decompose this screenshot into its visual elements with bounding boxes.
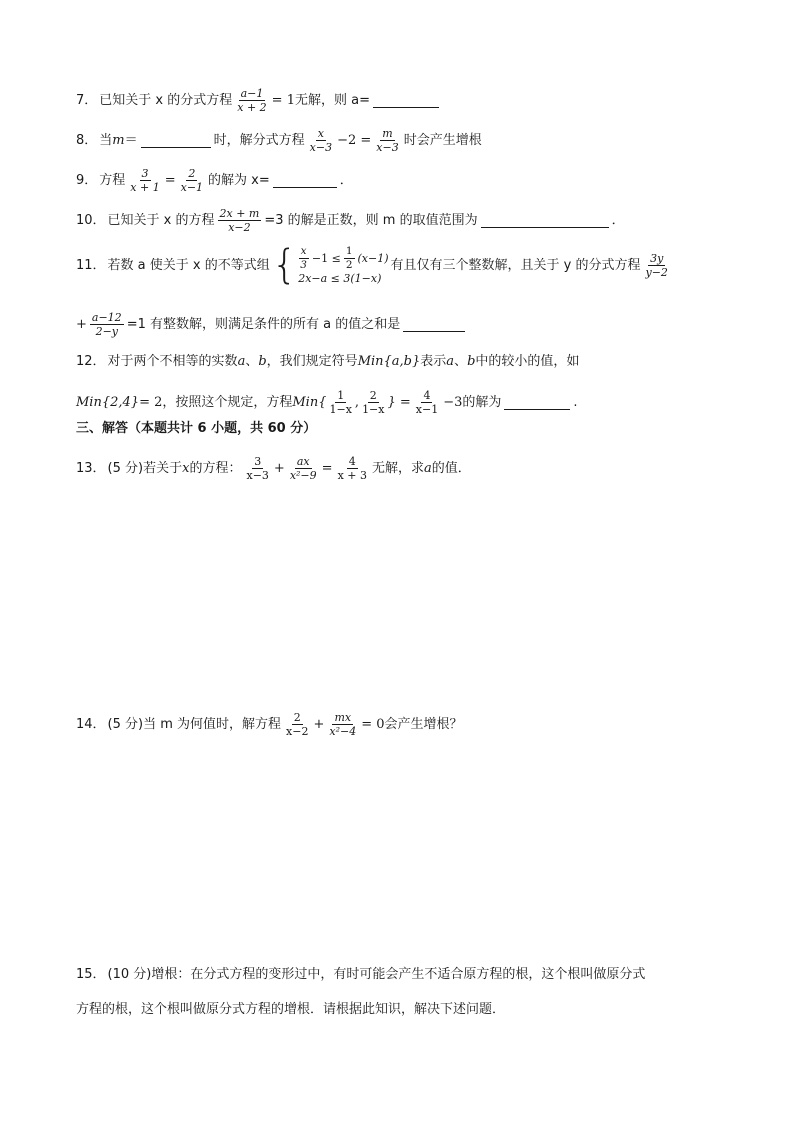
question-11: 11． 若数 a 使关于 x 的不等式组 { $\frac{x}{3}$ −1 ≤ $\frac{1}{2}$ (x−1) 2x−a ≤ 3(1−x) 有且仅有三个整数解，且关于 y 的分式方程 $\frac{3y}{y-2}$ bbox=[76, 242, 668, 288]
answer-blank[interactable] bbox=[481, 214, 609, 228]
inequality-system: { $\frac{x}{3}$ −1 ≤ $\frac{1}{2}$ (x−1) 2x−a ≤ 3(1−x) bbox=[271, 242, 389, 288]
fraction: $\frac{a-12}{2-y}$ bbox=[91, 311, 122, 338]
fraction: $\frac{3}{x + 1}$ bbox=[130, 167, 160, 194]
question-14: 14． (5 分) 当 m 为何值时，解方程 $\frac{2}{x-2}$ + $\frac{mx}{\text{x²−4}}$ = 0 会产生增根？ bbox=[76, 711, 463, 738]
answer-blank[interactable] bbox=[504, 396, 570, 410]
fraction: $\frac{4}{x-1}$ bbox=[415, 389, 439, 416]
fraction: $\frac{a-1}{x + 2}$ bbox=[237, 87, 267, 114]
question-12-continued: Min{2,4} = 2 ，按照这个规定，方程 Min{ $\frac{1}{1-x}$ , $\frac{2}{1-x}$ } = $\frac{4}{x-1}$ −3 的解为 . bbox=[76, 389, 578, 416]
fraction: $\frac{2x + m}{x-2}$ bbox=[219, 207, 260, 234]
fraction: $\frac{x}{x-3}$ bbox=[309, 127, 333, 154]
answer-blank[interactable] bbox=[403, 318, 465, 332]
fraction: $\frac{2}{1-x}$ bbox=[362, 389, 385, 416]
fraction: $\frac{2}{x-2}$ bbox=[286, 711, 309, 738]
question-15-continued: 方程的根，这个根叫做原分式方程的增根．请根据此知识，解决下述问题． bbox=[76, 1002, 506, 1017]
question-13: 13． (5 分) 若关于 x 的方程： $\frac{3}{x-3}$ + $\frac{ax}{\text{x²−9}}$ = $\frac{4}{x + 3}$ 无解，求 a 的值． bbox=[76, 455, 471, 482]
answer-blank[interactable] bbox=[141, 134, 211, 148]
answer-blank[interactable] bbox=[273, 174, 337, 188]
fraction: $\frac{mx}{\text{x²−4}}$ bbox=[329, 711, 357, 738]
brace: { bbox=[271, 242, 298, 288]
fraction: $\frac{2}{x-1}$ bbox=[180, 167, 204, 194]
question-7: 7． 已知关于 x 的分式方程 $\frac{a-1}{x + 2}$ = 1 无解，则 a= bbox=[76, 88, 442, 113]
section-heading: 三、解答（本题共计 6 小题，共 60 分） bbox=[76, 421, 317, 436]
question-12: 12． 对于两个不相等的实数 a 、 b ，我们规定符号 Min{a,b} 表示 a 、 b 中的较小的值，如 bbox=[76, 354, 580, 369]
answer-blank[interactable] bbox=[373, 94, 439, 108]
question-9: 9． 方程 $\frac{3}{x + 1}$ = $\frac{2}{x-1}$ 的解为 x= ． bbox=[76, 167, 353, 194]
fraction: $\frac{m}{x-3}$ bbox=[376, 127, 399, 154]
question-10: 10． 已知关于 x 的方程 $\frac{2x + m}{x-2}$ =3 的解是正数，则 m 的取值范围为 ． bbox=[76, 207, 625, 234]
fraction: $\frac{1}{1-x}$ bbox=[329, 389, 352, 416]
question-8: 8． 当 m ＝ 时，解分式方程 $\frac{x}{x-3}$ −2 = $\frac{m}{x-3}$ 时会产生增根 bbox=[76, 127, 482, 154]
question-15: 15． (10 分) 增根：在分式方程的变形过中，有时可能会产生不适合原方程的根，这个根叫做原分式 bbox=[76, 967, 646, 982]
fraction: $\frac{3y}{y-2}$ bbox=[645, 251, 668, 279]
fraction: $\frac{3}{x-3}$ bbox=[246, 455, 269, 482]
fraction: $\frac{ax}{\text{x²−9}}$ bbox=[289, 455, 317, 482]
fraction: $\frac{4}{x + 3}$ bbox=[337, 455, 367, 482]
question-11-continued: + $\frac{a-12}{2-y}$ =1 有整数解，则满足条件的所有 a 的值之和是 bbox=[76, 312, 468, 337]
